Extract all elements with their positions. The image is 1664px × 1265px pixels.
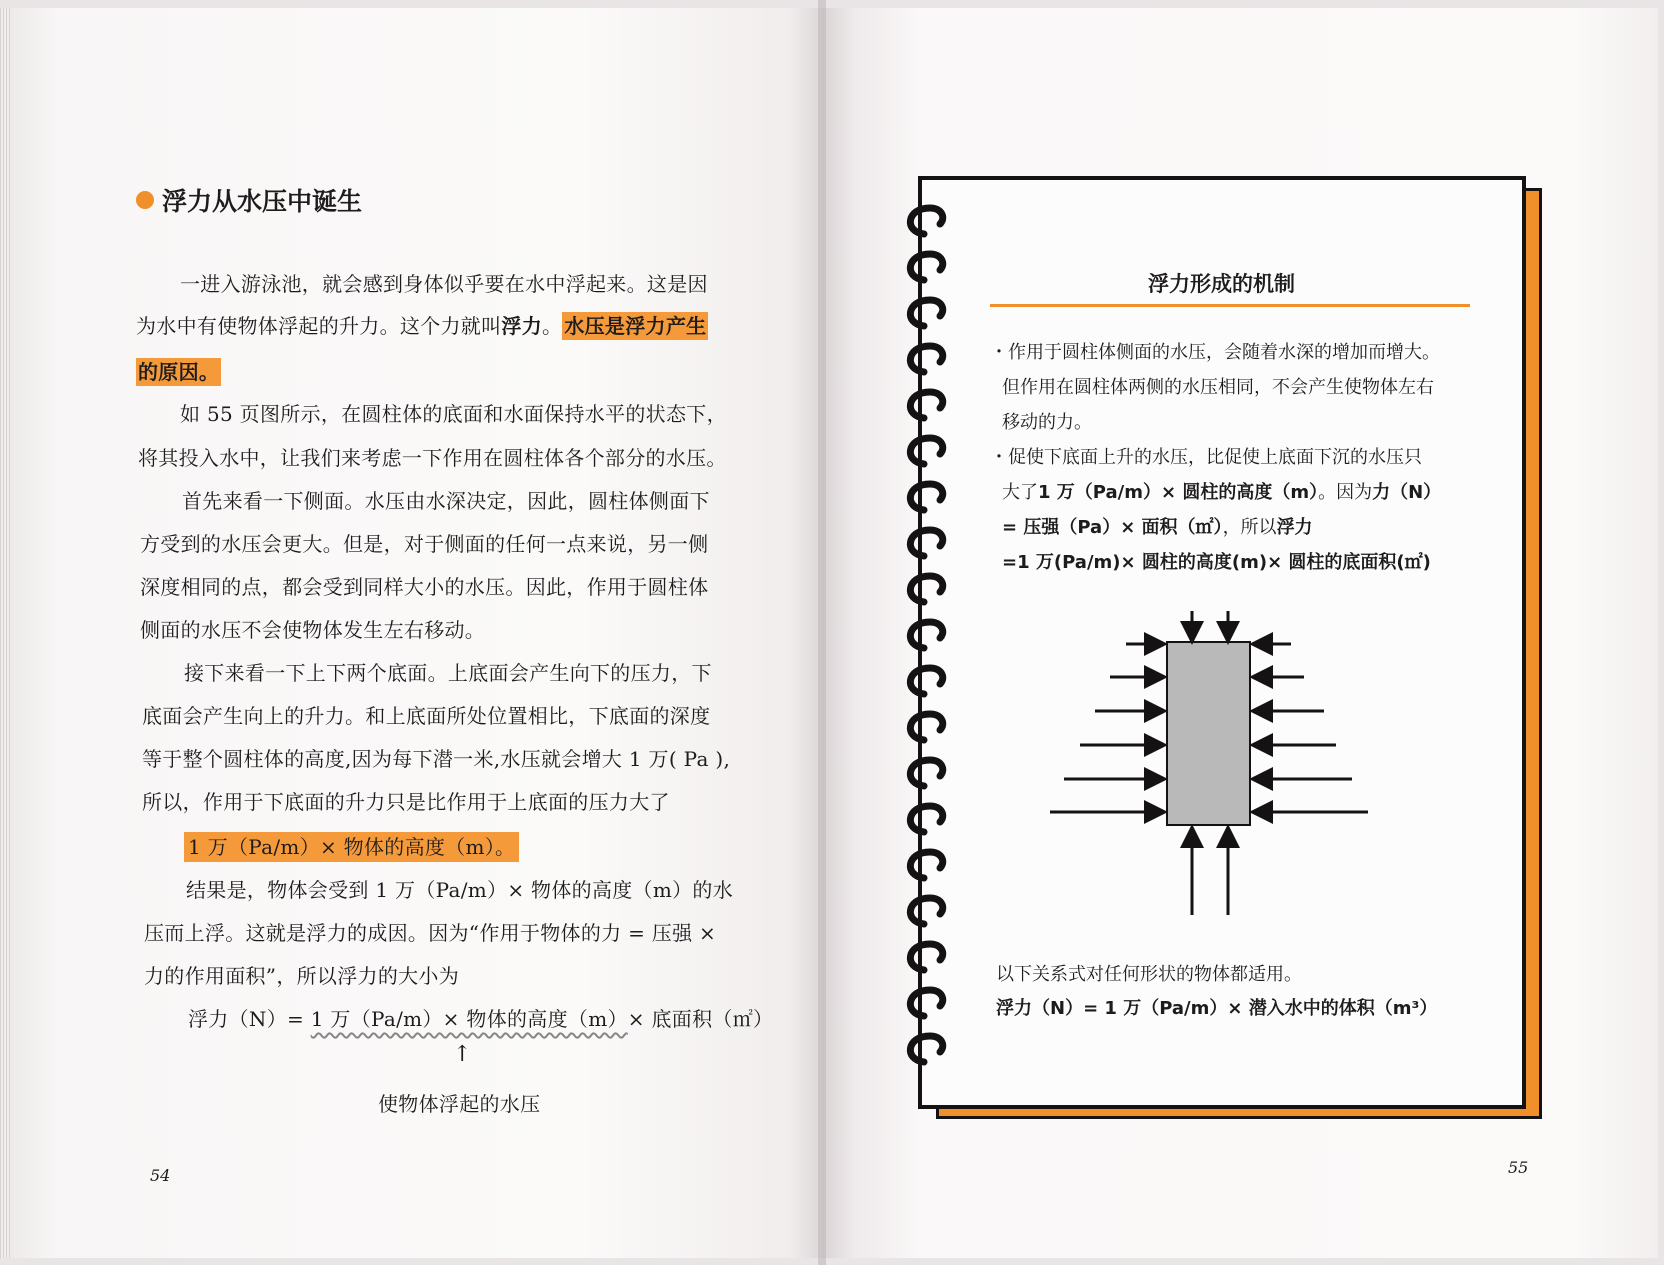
text-run: 。 — [542, 314, 563, 338]
formula-text: 浮力（N）= — [188, 1007, 311, 1031]
paragraph-line: 方受到的水压会更大。但是，对于侧面的任何一点来说，另一侧 — [140, 532, 709, 556]
title-rule — [990, 304, 1470, 307]
panel-bullet-line: ・作用于圆柱体侧面的水压，会随着水深的增加而增大。 — [990, 342, 1440, 363]
paragraph-line: 如 55 页图所示，在圆柱体的底面和水面保持水平的状态下， — [180, 402, 727, 426]
paragraph-line: 接下来看一下上下两个底面。上底面会产生向下的压力，下 — [184, 661, 712, 685]
panel-bullet-line — [1002, 478, 1441, 504]
formula-underlined: 1 万（Pa/m）× 物体的高度（m） — [310, 1007, 628, 1031]
panel-note: 以下关系式对任何形状的物体都适用。 — [996, 964, 1302, 985]
panel-bullet-line: 但作用在圆柱体两侧的水压相同，不会产生使物体左右 — [1002, 377, 1434, 398]
page-number-left: 54 — [150, 1166, 171, 1185]
paragraph-line: 将其投入水中，让我们来考虑一下作用在圆柱体各个部分的水压。 — [138, 446, 727, 470]
bold-term: 1 万（Pa/m）× 圆柱的高度（m） — [1038, 482, 1319, 503]
paragraph-line: 一进入游泳池，就会感到身体似乎要在水中浮起来。这是因 — [180, 272, 708, 296]
panel-title: 浮力形成的机制 — [1148, 272, 1295, 296]
bullet-dot-icon — [136, 191, 154, 209]
page-number-right: 55 — [1508, 1158, 1529, 1177]
panel-bullet-line: =1 万(Pa/m)× 圆柱的高度(m)× 圆柱的底面积(㎡) — [1002, 552, 1431, 573]
paragraph-line — [184, 831, 519, 860]
formula-caption: 使物体浮起的水压 — [378, 1092, 541, 1116]
text-run: 。因为 — [1318, 482, 1373, 503]
section-heading-text: 浮力从水压中诞生 — [162, 187, 363, 216]
text-run: ，所以 — [1222, 517, 1277, 538]
section-heading — [136, 182, 362, 218]
paragraph-line: 所以，作用于下底面的升力只是比作用于上底面的压力大了 — [142, 790, 670, 814]
panel-bullet-line: 移动的力。 — [1002, 412, 1092, 433]
paragraph-line: 底面会产生向上的升力。和上底面所处位置相比，下底面的深度 — [142, 704, 711, 728]
panel-bullet-line — [1002, 513, 1313, 539]
highlighted-text: 1 万（Pa/m）× 物体的高度（m）。 — [184, 832, 519, 862]
panel-bullet-line: ・促使下底面上升的水压，比促使上底面下沉的水压只 — [990, 447, 1422, 468]
bold-term: 浮力 — [501, 314, 543, 338]
paragraph-line: 侧面的水压不会使物体发生左右移动。 — [140, 618, 486, 642]
paragraph-line — [136, 356, 221, 385]
text-run: 为水中有使物体浮起的升力。这个力就叫 — [136, 314, 502, 338]
bold-term: = 压强（Pa）× 面积（㎡） — [1002, 517, 1223, 538]
cylinder-pressure-diagram — [1040, 605, 1380, 925]
spiral-binding-icon — [902, 196, 962, 1076]
up-arrow: ↑ — [453, 1042, 472, 1067]
formula-text: × 底面积（㎡） — [627, 1007, 774, 1031]
paragraph-line: 等于整个圆柱体的高度,因为每下潜一米,水压就会增大 1 万( Pa ), — [142, 747, 731, 771]
buoyancy-formula — [188, 1003, 773, 1032]
paragraph-line: 结果是，物体会受到 1 万（Pa/m）× 物体的高度（m）的水 — [186, 878, 734, 902]
paragraph-line: 首先来看一下侧面。水压由水深决定，因此，圆柱体侧面下 — [182, 489, 710, 513]
bold-term: 浮力 — [1276, 517, 1313, 538]
highlighted-text: 水压是浮力产生 — [564, 314, 707, 338]
paragraph-line: 力的作用面积”，所以浮力的大小为 — [144, 964, 460, 988]
bold-term: 力（N） — [1372, 482, 1442, 503]
book-gutter — [818, 0, 826, 1265]
paragraph-line: 压而上浮。这就是浮力的成因。因为“作用于物体的力 = 压强 × — [144, 921, 717, 945]
text-run: 大了 — [1002, 482, 1038, 503]
panel-formula: 浮力（N）= 1 万（Pa/m）× 潜入水中的体积（m³） — [996, 998, 1438, 1019]
paragraph-line — [136, 310, 708, 339]
highlighted-text: 的原因。 — [138, 360, 220, 384]
paragraph-line: 深度相同的点，都会受到同样大小的水压。因此，作用于圆柱体 — [140, 575, 709, 599]
cylinder-body — [1167, 642, 1250, 825]
